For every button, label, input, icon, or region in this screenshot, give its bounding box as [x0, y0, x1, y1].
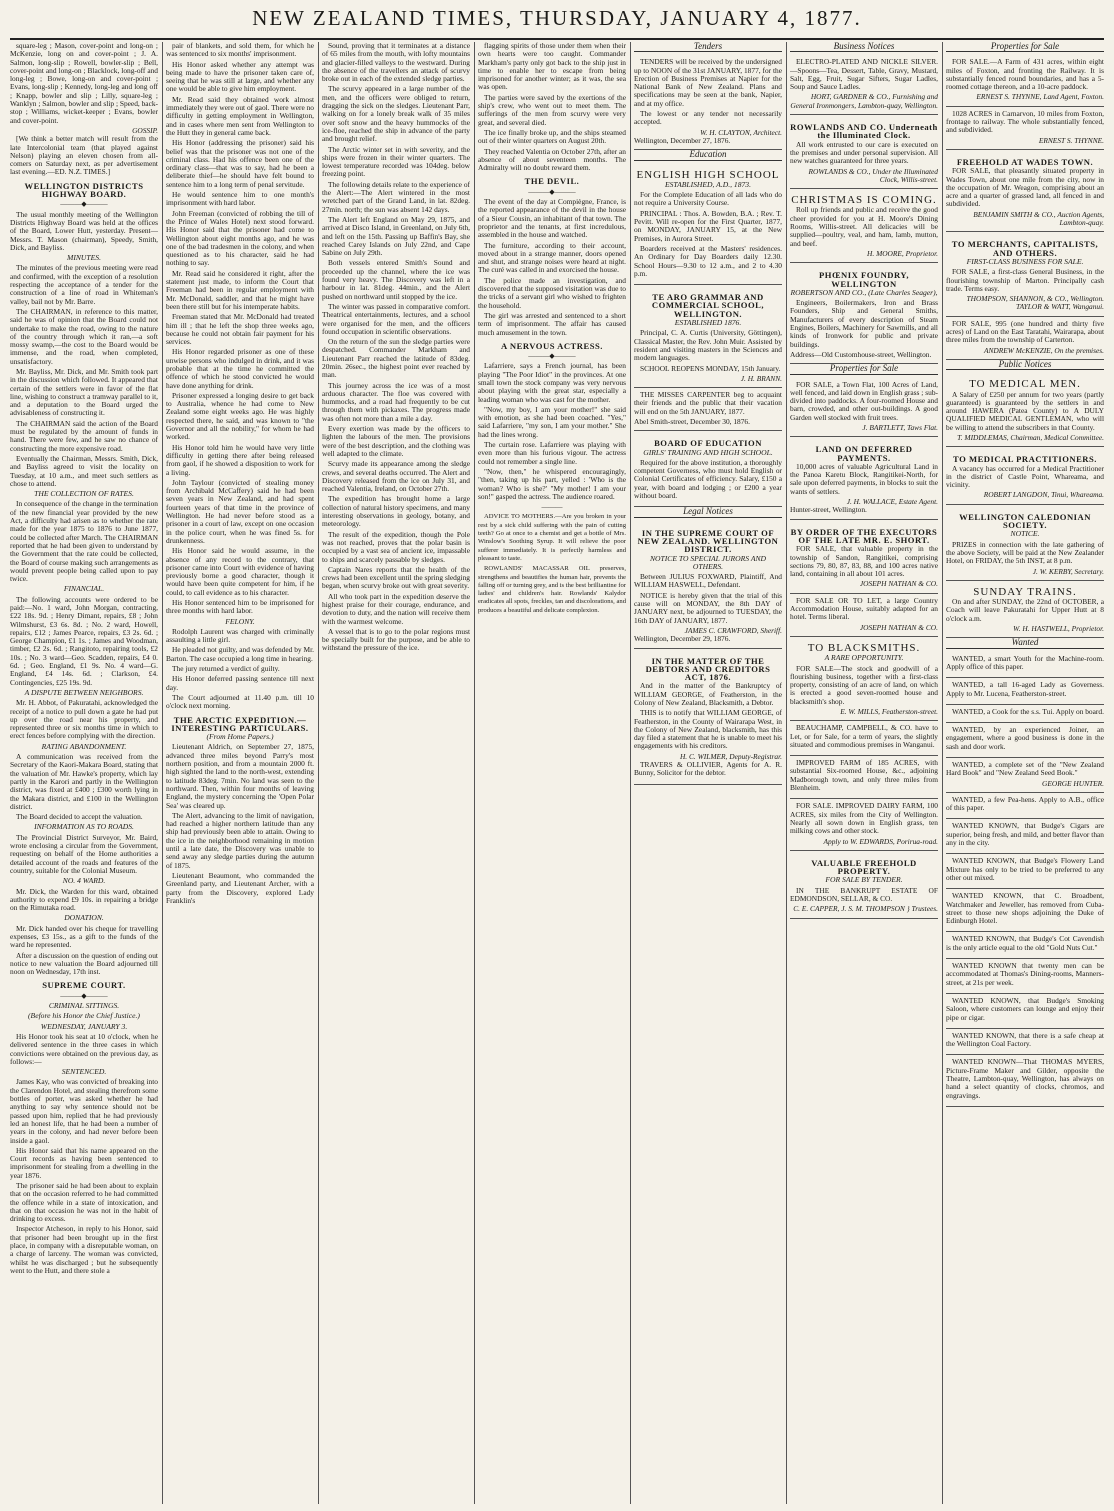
advertisement — [946, 1029, 1104, 1056]
article-text: The prisoner said he had been about to explain that on the occasion referred to he had committed the offence while in a state of intoxication, and that on that occasion he was not in the habit of drinking to excess. — [10, 1181, 158, 1224]
article-text: The Alert, advancing to the limit of navigation, had reached a higher northern latitude than any ship had previously been able to attain. Owing to the ice in the neighborhood remaining in motion until a late date, the Discovery was unable to send away any sledge parties during the autumn of 1875. — [166, 810, 314, 870]
article-text: The scurvy appeared in a large number of the men, and the officers were obliged to return, dragging the sick on the sledges. Lieutenant Parr, walking on for a lonely break walk of 35 miles over soft snow and the heavy hummocks of the ice-floe, reached the ship in advance of the party and brought relief. — [322, 84, 470, 144]
ad-signature: J. W. KERBY, Secretary. — [1032, 566, 1104, 576]
ad-text: NOTICE is hereby given that the trial of this cause will on MONDAY, the 8th DAY of JANUARY next, be adjourned to TUESDAY, the 16th DAY of JANUARY, 1877. — [634, 590, 782, 625]
ad-text: WANTED, a complete set of the "New Zealand Hard Book" and "New Zealand Seed Book." — [946, 760, 1104, 778]
article-text: The curtain rose. Lafarriere was playing with even more than his furious vigour. The actress could not remember a single line. — [478, 440, 626, 466]
advertisement — [790, 520, 938, 594]
ad-title: SUNDAY TRAINS. — [973, 585, 1077, 598]
article-text: Mr. Read said he considered it right, after the statement just made, to inform the Court that Freeman had been in regular employment with Mr. McDonald, saddler, and that he might have been there still but for his intemperate habits. — [166, 268, 314, 311]
article-text: Prisoner expressed a longing desire to get back to Australia, whence he had come to New Zealand some eight weeks ago. He was highly respected there, he said, and was known to "the Governor and all the nobility," for whom he had worked. — [166, 390, 314, 442]
ad-text: A vacancy has occurred for a Medical Practitioner in the district of Castle Point, Whareama, and vicinity. — [946, 463, 1104, 490]
ad-text: The lowest or any tender not necessarily accepted. — [634, 109, 782, 127]
advertisement — [946, 889, 1104, 932]
advertisement — [790, 637, 938, 721]
article-text: The winter was passed in comparative comfort. Theatrical entertainments, lectures, and a school were organised for the men, and the officers found occupation in scientific observations. — [322, 301, 470, 336]
column-rule — [630, 42, 631, 1504]
article-text: Rodolph Laurent was charged with criminally assaulting a little girl. — [166, 626, 314, 645]
advertisement — [634, 55, 782, 150]
advertisement — [946, 678, 1104, 705]
advertisement — [946, 317, 1104, 360]
ad-title: IN THE MATTER OF THE DEBTORS AND CREDITORS ACT, 1876. — [645, 655, 771, 683]
article-text: This journey across the ice was of a most arduous character. The floe was covered with hummocks, and a road had frequently to be cut through them with pickaxes. The progress made was often not more than a mile a day. — [322, 380, 470, 423]
advertisement — [946, 150, 1104, 232]
masthead-rule — [10, 38, 1104, 40]
ad-text: For the Complete Education of all lads who do not require a University Course. — [634, 190, 782, 208]
article-text: Freeman stated that Mr. McDonald had treated him ill ; that he left the shop three weeks ago, because he could not obtain fair payment for his services. — [166, 312, 314, 347]
section-header: Properties for Sale — [790, 364, 938, 374]
article-text: Mr. H. Abbot, of Pakuratahi, acknowledged the receipt of a notice to pull down a gate he had put up over the road near his property, and represented three or six months time in which to erect fences before complying with the direction. — [10, 698, 158, 741]
ad-text: FOR SALE.—A Farm of 431 acres, within eight miles of Foxton, and fronting the Railway. It is substantially fenced round boundaries, and has a 5-roomed cottage thereon, and a 10-acre paddock. — [946, 57, 1104, 92]
ad-text: IN THE BANKRUPT ESTATE OF EDMONDSON, SELLAR, & CO. — [790, 885, 938, 904]
advertisement — [946, 723, 1104, 758]
article-text: Every exertion was made by the officers to lighten the labours of the men. The provisions were of the best description, and the clothing was well adapted to the climate. — [322, 424, 470, 458]
advertisement — [946, 959, 1104, 994]
ad-date: Hunter-street, Wellington. — [790, 505, 867, 515]
headline: A NERVOUS ACTRESS. — [501, 340, 603, 351]
article-text: Mr. Bayliss, Mr. Dick, and Mr. Smith took part in the discussion which followed. It appeared that certain of the settlers were in favor of the flat line, wishing to construct a tramway parallel to it, and a deputation to the Board urged the advisableness of constructing it. — [10, 366, 158, 418]
article-text: The girl was arrested and sentenced to a short term of imprisonment. The affair has caused much amusement in the town. — [478, 310, 626, 337]
ad-date: Wellington, December 29, 1876. — [634, 634, 731, 644]
ad-title: TO MEDICAL MEN. — [969, 378, 1081, 391]
section-header: Public Notices — [946, 360, 1104, 370]
article-text: Sound, proving that it terminates at a distance of 65 miles from the mouth, with lofty mountains and glacier-filled valleys to the westward. During the absence of the travellers an attack of scurvy broke out in each of the extended sledge parties. — [322, 42, 470, 84]
ad-title: FREEHOLD AT WADES TOWN. — [956, 156, 1094, 167]
advertisement — [790, 55, 938, 115]
ad-signature: ANDREW McKENZIE, On the premises. — [983, 345, 1104, 355]
ad-text: BEAUCHAMP, CAMPBELL, & CO. have to Let, or for Sale, for a term of years, the slightly situated and commodious premises in Wanganui. — [790, 723, 938, 749]
article-text: The Board decided to accept the valuation. — [16, 812, 143, 822]
column-rule — [942, 42, 943, 1504]
article-text: His Honor took his seat at 10 o'clock, when he delivered sentence in the three cases in which convictions were obtained on the previous day, as follows:— — [10, 1031, 158, 1066]
ad-title: PHŒNIX FOUNDRY, WELLINGTON — [819, 270, 909, 289]
ornament-rule: ———◆——— — [528, 187, 576, 196]
advertisement — [946, 758, 1104, 793]
column-rule — [474, 42, 475, 1504]
headline: THE DEVIL. — [524, 176, 580, 187]
advertisement — [634, 649, 782, 785]
ad-text: WANTED, a tall 16-aged Lady as Governess. Apply to Mr. Lucena, Featherston-street. — [946, 680, 1104, 698]
subhead: WEDNESDAY, JANUARY 3. — [40, 1021, 128, 1031]
ad-signature: JAMES C. CRAWFORD, Sheriff. — [684, 625, 782, 635]
article-text: He would sentence him to one month's imprisonment with hard labor. — [166, 190, 314, 208]
ad-signature: J. H. BRANN. — [740, 373, 782, 383]
article-text: The CHAIRMAN, in reference to this matter, said he was of opinion that the Board could not undertake to make the road, owing to the nature of the country through which it ran,—a soft mossy swamp,—the cost to the Board would be immense, and the road, when completed, unsatisfactory. — [10, 306, 158, 366]
subhead: DONATION. — [64, 913, 104, 923]
advertisement — [946, 447, 1104, 504]
ad-date: Wellington, December 27, 1876. — [634, 135, 731, 145]
ad-signature: C. E. CAPPER, J. S. M. THOMPSON } Trustees. — [793, 904, 938, 914]
article-text: Mr. Dick, the Warden for this ward, obtained authority to expend £9 10s. in repairing a bridge on the Rimutaka road. — [10, 886, 158, 913]
article-text: The Provincial District Surveyor, Mr. Baird, wrote enclosing a circular from the Government, requesting on behalf of the Home authorities a detailed account of the roads and features of the country, suitable for the Colonial Museum. — [10, 832, 158, 875]
section-header: Tenders — [634, 42, 782, 52]
ad-text: FOR SALE, that pleasantly situated property in Wades Town, about one mile from the city, now in the occupation of Mr. Weagon, comprising about an acre and a quarter of grassed land, all fenced in and subdivided. — [946, 166, 1104, 209]
article-text: On the return of the sun the sledge parties were despatched. Commander Markham and Lieutenant Parr reached the latitude of 83deg. 20min. 26sec., the highest point ever reached by man. — [322, 337, 470, 380]
ad-subtitle: FIRST-CLASS BUSINESS FOR SALE. — [966, 256, 1084, 266]
masthead: NEW ZEALAND TIMES, THURSDAY, JANUARY 4, 1877. — [252, 6, 862, 30]
ad-signature: BENJAMIN SMITH & CO., Auction Agents, Lambton-quay. — [973, 209, 1104, 228]
advertisement — [946, 652, 1104, 679]
advertisement — [790, 378, 938, 438]
column-rule — [162, 42, 163, 1504]
ad-signature: T. MIDDLEMAS, Chairman, Medical Committee. — [957, 432, 1104, 442]
ad-signature: E. W. MILLS, Featherston-street. — [840, 707, 938, 716]
editor-note: [We think a better match will result from the late Intercolonial team (that played against Nelson) playing an eleven chosen from all-comers on Saturday next, as per advertisement last evening.—ED. N.Z. TIMES.] — [10, 134, 158, 177]
ad-signature: JOSEPH NATHAN & CO. — [859, 579, 938, 589]
advertisement: ADVICE TO MOTHERS.—Are you broken in your rest by a sick child suffering with the pain of cutting teeth? Go at once to a chemist and get a bottle of Mrs. Winslow's Soothing Syrup. It will relieve the poor sufferer immediately. It is perfectly harmless and pleasant to taste. — [478, 513, 626, 562]
ad-title: LAND ON DEFERRED PAYMENTS. — [815, 444, 913, 463]
subhead: FINANCIAL. — [63, 584, 105, 594]
ad-title: ENGLISH HIGH SCHOOL — [636, 168, 780, 181]
article-text: Inspector Atcheson, in reply to his Honor, said that prisoner had been brought up in the first place, in company with a disreputable woman, on a charge of larceny. The woman was convicted, whilst he was discharged ; but he subsequently went to the Hutt, and there stole a — [10, 1224, 158, 1275]
article-text: Both vessels entered Smith's Sound and proceeded up the channel, where the ice was found very heavy. The Discovery was left in a harbour in lat. 81deg. 44min., and the Alert pushed on northward until stopped by the ice. — [322, 258, 470, 301]
ad-text: On and after SUNDAY, the 22nd of OCTOBER, a Coach will leave Pakuratahi for Upper Hutt at 8 o'clock a.m. — [946, 597, 1104, 623]
section-header: Properties for Sale — [946, 42, 1104, 52]
advertisement — [946, 1055, 1104, 1106]
ad-text: Between JULIUS FOXWARD, Plaintiff, And WILLIAM HASWELL, Defendant. — [634, 572, 782, 590]
column-2 — [166, 42, 314, 1504]
article-text: His Honor sentenced him to be imprisoned for three months with hard labor. — [166, 598, 314, 616]
advertisement — [946, 232, 1104, 316]
advertisement — [946, 505, 1104, 581]
advertisement — [790, 263, 938, 364]
ad-text: IMPROVED FARM of 185 ACRES, with substantial Six-roomed House, &c., adjoining Madborough town, and only three miles from Blenheim. — [790, 758, 938, 793]
article-text: The Arctic winter set in with severity, and the ships were frozen in their winter quarters. The lowest temperature recorded was 104deg. below freezing point. — [322, 144, 470, 179]
column-4 — [478, 42, 626, 1504]
ad-signature: ROBERT LANGDON, Tinui, Whareama. — [983, 490, 1104, 500]
subhead: (From Home Papers.) — [206, 732, 274, 742]
ad-text: A Salary of £250 per annum for two years (partly guaranteed) is guaranteed by the settlers in and around HAWERA (Patea County) to A DULY QUALIFIED MEDICAL GENTLEMAN, who will be willing to attend the subscribers in that County. — [946, 389, 1104, 432]
ad-title: TE ARO GRAMMAR AND COMMERCIAL SCHOOL, WELLINGTON. — [651, 292, 765, 319]
ad-signature: Apply to W. EDWARDS, Porirua-road. — [823, 836, 938, 846]
article-text: flagging spirits of those under them when their own hearts were too caught. Commander Markham's party only got back to the ship just in time to enable her to escape from being imprisoned for another winter; as it was, the sea was open. — [478, 42, 626, 92]
article-text: After a discussion on the question of ending out notice to new valuation the Board adjourned till noon on Wednesday, 17th inst. — [10, 950, 158, 977]
article-text: square-leg ; Mason, cover-point and long-on ; McKenzie, long on and cover-point ; J. A. Salmon, long-slip ; Rowell, bowler-slip ; Bell, cover-point and long-on ; Blacklock, long-off and long-leg ; Bowe, long-on and cover-point ; Evans, long-slip ; Kennedy, long-leg and long off ; Knapp, bowler and slip ; Lilly, square-leg ; Wanklyn ; Salmon, bowler and slip ; Speed, back-stop ; Williams, wicket-keeper ; Evans, bowler and cover-point. — [10, 42, 158, 125]
ad-subtitle: ESTABLISHED 1876. — [674, 318, 742, 328]
article-text: The Court adjourned at 11.40 p.m. till 10 o'clock next morning. — [166, 692, 314, 711]
ornament-rule: ———◆——— — [528, 352, 576, 361]
ad-text: WANTED KNOWN, that there is a safe cheap at the Wellington Coal Factory. — [946, 1030, 1104, 1049]
ad-text: WANTED KNOWN, that Budge's Cigars are superior, being fresh, and mild, and better flavor than any in the city. — [946, 821, 1104, 848]
article-text: The ice finally broke up, and the ships steamed out of their winter quarters on August 20th. — [478, 127, 626, 146]
advertisement — [634, 388, 782, 431]
ad-title: CHRISTMAS IS COMING. — [791, 194, 937, 207]
ad-signature: J. H. WALLACE, Estate Agent. — [846, 497, 938, 507]
ad-signature: J. BARTLETT, Taws Flat. — [862, 422, 938, 432]
section-header: Wanted — [946, 638, 1104, 648]
article-text: The jury returned a verdict of guilty. — [172, 664, 280, 674]
ad-text: Roll up friends and public and receive the good cheer provided for you at H. Moore's Dining Rooms, Willis-street. All delicacies will be supplied—poultry, veal, and ham, lamb, mutton, and beef. — [790, 205, 938, 248]
article-text: James Kay, who was convicted of breaking into the Clarendon Hotel, and stealing therefrom some bottles of porter, was asked whether he had anything to say why sentence should not be passed upon him, replied that he had previously led an honest life, that he had been a number of years in the colony, and had never before been inside a gaol. — [10, 1077, 158, 1145]
ad-subtitle: GIRLS' TRAINING AND HIGH SCHOOL. — [643, 447, 773, 457]
advertisement — [790, 189, 938, 263]
article-text: His Honor (addressing the prisoner) said his belief was that the prisoner was not one of the criminal class. Had his offence been one of the ordinary class—that was to say, had he been a deliberate thief—he should have felt bound to sentence him to a long term of penal servitude. — [166, 138, 314, 189]
subhead: SENTENCED. — [61, 1067, 107, 1077]
ad-text: WANTED KNOWN, that Budge's Smoking Saloon, where customers can lounge and enjoy their pipe or cigar. — [946, 995, 1104, 1022]
ad-text: FOR SALE, a Town Flat, 100 Acres of Land, well fenced, and laid down in English grass ; sub-divided into paddocks. A four-roomed House and barn, crowded, and other out-buildings. A good Garden well stocked with fruit trees. — [790, 379, 938, 422]
ad-signature: W. H. HASTWELL, Proprietor. — [1013, 624, 1104, 634]
advertisement — [946, 819, 1104, 854]
ad-text: FOR SALE OR TO LET, a large Country Accommodation House, suitably adapted for an hotel. Terms liberal. — [790, 595, 938, 622]
column-rule — [786, 42, 787, 1504]
ad-title: BY ORDER OF THE EXECUTORS OF THE LATE MR. E. SHORT. — [790, 526, 938, 545]
article-text: Mr. Read said they obtained work almost immediately they were out of gaol. There were no difficulty in getting employment in Wellington, and in cases where men sent from Wellington to the Hutt they in general came back. — [166, 94, 314, 137]
article-text: pair of blankets, and sold them, for which he was sentenced to six months' imprisonment. — [166, 42, 314, 59]
article-text: The parties were saved by the exertions of the ship's crew, who went out to meet them. The sufferings of the men from scurvy were very great, and several died. — [478, 92, 626, 127]
article-text: The Alert left England on May 29, 1875, and arrived at Disco Island, in Greenland, on July 6th, and left on the 15th. Passing up Baffin's Bay, she reached Carey Islands on July 22nd, and Cape Sabine on July 29th. — [322, 214, 470, 258]
ad-text: 1028 ACRES in Carnarvon, 10 miles from Foxton, frontage to railway. The whole substantially fenced, and subdivided. — [946, 108, 1104, 135]
ad-subtitle: FOR SALE BY TENDER. — [825, 875, 903, 885]
article-text: Eventually the Chairman, Messrs. Smith, Dick, and Bayliss agreed to visit the locality on Tuesday, at 10 a.m., and meet such settlers as chose to attend. — [10, 453, 158, 488]
article-text: His Honor said that his name appeared on the Court records as having been sentenced to imprisonment for stealing from a dwelling in the year 1876. — [10, 1145, 158, 1180]
advertisement — [790, 115, 938, 189]
advertisement — [790, 851, 938, 919]
ad-text: And in the matter of the Bankruptcy of WILLIAM GEORGE, of Featherston, in the Colony of New Zealand, Blacksmith, a Debtor. — [634, 681, 782, 707]
article-text: His Honor regarded prisoner as one of these unwise persons who indulged in drink, and it was probable that at the time he committed the offence of which he stood convicted he would have done anything for drink. — [166, 347, 314, 390]
column-6 — [790, 42, 938, 1504]
advertisement — [946, 932, 1104, 959]
ad-title: VALUABLE FREEHOLD PROPERTY. — [811, 857, 917, 877]
section-header: Legal Notices — [634, 507, 782, 517]
ad-text: TENDERS will be received by the undersigned up to NOON of the 31st JANUARY, 1877, for the Erection of Business Premises at Napier for the National Bank of New Zealand. Plans and specifications may be seen at the bank, Napier, and at my office. — [634, 57, 782, 108]
section-header: Education — [634, 150, 782, 160]
article-text: Scurvy made its appearance among the sledge crews, and several deaths occurred. The Alert and Discovery released from the ice on July 31, and reached Valentia, Ireland, on October 27th. — [322, 459, 470, 494]
article-text: The result of the expedition, though the Pole was not reached, proves that the polar basin is occupied by a vast sea of ancient ice, impassable to ships and scarcely passable by sledges. — [322, 529, 470, 564]
article-text: The following accounts were ordered to be paid:—No. 1 ward, John Morgan, contracting, £22 18s. 9d. ; Henry Dimant, repairs, £8 ; John Wilmshurst, £3 6s. 8d. ; No. 2 ward, Howell, repairs, £12 ; James Pearce, repairs, £3 2s. 6d. ; George Champion, £1 1s. ; James and Woodman, timber, £2 2s. 6d. ; Rangitoto, repairing tools, £2 10s. ; No. 3 ward—Geo. Scadden, repairs, £4 0. 6d. ; Geo. England, £1 9s. No. 4 ward—G. England, £4 14s. 6d. ; Clarkson, £4. Contingencies, £25 19s. 9d. — [10, 594, 158, 687]
ad-text: FOR SALE, a first-class General Business, in the flourishing township of Marton. Principally cash trade. Terms easy. — [946, 267, 1104, 293]
article-text: Captain Nares reports that the health of the crews had been excellent until the spring sledging began, when scurvy broke out with great severity. — [322, 564, 470, 591]
ad-signature: H. MOORE, Proprietor. — [867, 248, 938, 258]
headline: THE ARCTIC EXPEDITION.—INTERESTING PARTICULARS. — [171, 714, 309, 733]
article-text: The minutes of the previous meeting were read and confirmed, with the exception of a resolution respecting the acceptance of a tender for the construction of a line of road in Whiteman's valley, bail not by Mr. Barre. — [10, 263, 158, 306]
subhead: MINUTES. — [67, 253, 101, 263]
ad-text: ELECTRO-PLATED AND NICKLE SILVER.—Spoons—Tea, Dessert, Table, Gravy, Mustard, Salt, Egg, Fruit, Sugar Sifters, Sugar Ladles, Soup and Sauce Ladles. — [790, 57, 938, 92]
article-text: Mr. Dick handed over his cheque for travelling expenses, £3 15s., as a gift to the funds of the ward he represented. — [10, 923, 158, 950]
ad-subtitle: NOTICE. — [1010, 529, 1040, 539]
ad-signature: JOSEPH NATHAN & CO. — [859, 622, 938, 632]
article-text: The expedition has brought home a large collection of natural history specimens, and many interesting observations in geology, botany, and meteorology. — [322, 494, 470, 529]
article-text: The furniture, according to their account, moved about in a strange manner, doors opened and shut, and strange noises were heard at night. The curé was called in and exorcised the house. — [478, 240, 626, 275]
ad-text: TRAVERS & OLLIVIER, Agents for A. R. Bunny, Solicitor for the debtor. — [634, 760, 782, 778]
column-1 — [10, 42, 158, 1504]
ad-signature: ERNEST S. THYNNE. — [1038, 135, 1104, 145]
article-text: His Honor deferred passing sentence till next day. — [166, 674, 314, 692]
subhead: RATING ABANDONMENT. — [41, 741, 127, 751]
ad-text: WANTED KNOWN, that C. Broadbent, Watchmaker and Jeweller, has removed from Cuba-street to those new shops adjoining the Duke of Edinburgh Hotel. — [946, 891, 1104, 926]
advertisement — [790, 721, 938, 756]
column-7 — [946, 42, 1104, 1504]
subhead: FELONY. — [225, 616, 255, 626]
column-rule — [318, 42, 319, 1504]
ad-text: Principal, C. A. Curtis (University, Göttingen), Classical Master, the Rev. John Muir. Assisted by resident and visiting masters in the Sciences and modern languages. — [634, 328, 782, 363]
ad-title: TO MEDICAL PRACTITIONERS. — [953, 454, 1097, 465]
advertisement — [946, 994, 1104, 1029]
article-text: "Now, my boy, I am your mother!" she said with emotion, as she had been coached. "Yes," said Lafarriere, "my son, I am your mother." She had the lines wrong. — [478, 404, 626, 439]
article-text: John Taylour (convicted of stealing money from Archibald McCaffery) said he had been seven years in New Zealand, and had spent fourteen years of that time in the province of Wellington. He had never before stood as a prisoner in a court of law, except on one occasion in the police court, when he was fined 5s. for drunkenness. — [166, 477, 314, 545]
article-text: John Freeman (convicted of robbing the till of the Prince of Wales Hotel) next stood forward. His Honor said that the prisoner had come to Wellington about eight months ago, and he was one of the bad tradesmen in the colony, and when questioned as to his character, said he had nothing to say. — [166, 208, 314, 268]
ad-subtitle: ESTABLISHED, A.D., 1873. — [665, 179, 751, 189]
article-text: His Honor asked whether any attempt was being made to have the prisoner taken care of, seeing that he was still at large, and whether any one would be able to give him employment. — [166, 59, 314, 94]
ornament-rule: ——— — [541, 503, 563, 512]
article-text: Lafarriere, says a French journal, has been playing "The Poor Idiot" in the provinces. At one small town the stock company was very nervous about playing with the great star, especially a leading woman who was cast for the mother. — [478, 361, 626, 404]
article-text: He pleaded not guilty, and was defended by Mr. Barton. The case occupied a long time in hearing. — [166, 645, 314, 663]
advertisement — [790, 756, 938, 799]
ad-text: FOR SALE. IMPROVED DAIRY FARM, 100 ACRES, six miles from the City of Wellington. Nearly all sown down in English grass, ten milking cows and other stock. — [790, 801, 938, 836]
ornament-rule: ———◆——— — [60, 200, 108, 209]
subhead: CRIMINAL SITTINGS. — [48, 1001, 120, 1011]
advertisement — [790, 799, 938, 850]
ad-text: Boarders received at the Masters' residences. An Ordinary for Day Boarders daily 12.30. School Hours—9.30 to 12 a.m., and 2 to 4.30 p.m. — [634, 243, 782, 278]
article-text: The usual monthly meeting of the Wellington Districts Highway Board was held at the offices of the Board, Lower Hutt, yesterday. Present—Messrs. T. Mason (chairman), Speedy, Smith, Dick, and Bayliss. — [10, 209, 158, 252]
subhead: INFORMATION AS TO ROADS. — [34, 822, 134, 832]
ad-text: FOR SALE, that valuable property in the township of Sandon, Rangitikei, comprising sections 79, 80, 87, 83, 88, and 100 acres native land, containing in all about 101 acres. — [790, 544, 938, 579]
ad-text: WANTED, a Cook for the s.s. Tui. Apply on board. — [952, 706, 1104, 716]
ad-subtitle: NOTICE TO SPECIAL JURORS AND OTHERS. — [649, 553, 767, 571]
article-text: The following details relate to the experience of the Alert:—The Alert wintered in the most wretched part of the Grand Land, in lat. 82deg. 27min. north; the sun was absent 142 days. — [322, 179, 470, 214]
ad-text: FOR SALE, 995 (one hundred and thirty five acres) of Land on the East Taratahi, Wairarapa, about three miles from the township of Carterton. — [946, 318, 1104, 345]
ad-title: WELLINGTON CALEDONIAN SOCIETY. — [959, 511, 1091, 531]
ad-text: SCHOOL REOPENS MONDAY, 15th January. — [640, 363, 781, 373]
ad-title: TO BLACKSMITHS. — [807, 641, 921, 654]
advertisement — [634, 431, 782, 507]
column-3 — [322, 42, 470, 1504]
ad-text: WANTED, a few Pea-hens. Apply to A.B., office of this paper. — [946, 794, 1104, 813]
ad-signature: ERNEST S. THYNNE, Land Agent, Foxton. — [976, 92, 1104, 102]
ad-subtitle: ROBERTSON AND CO., (Late Charles Seager), — [790, 287, 938, 297]
headline: SUPREME COURT. — [42, 980, 126, 991]
ad-title: TO MERCHANTS, CAPITALISTS, AND OTHERS. — [951, 239, 1099, 258]
ad-text: All work entrusted to our care is executed on the premises and under personal supervision. All new watches guaranteed for three years. — [790, 139, 938, 166]
ad-signature: Address—Old Customhouse-street, Wellington. — [790, 349, 932, 359]
headline: WELLINGTON DISTRICTS HIGHWAY BOARD. — [24, 180, 144, 200]
ad-signature: H. C. WILMER, Deputy-Registrar. — [679, 751, 782, 761]
ad-text: THE MISSES CARPENTER beg to acquaint their friends and the public that their vacation will end on the 5th JANUARY, 1877. — [634, 390, 782, 416]
advertisement — [946, 854, 1104, 889]
advertisement: ROWLANDS' MACASSAR OIL preserves, strengthens and beautifies the human hair, prevents the falling off or turning grey, and is the best brilliantine for ladies' and children's hair. Rowlands' Kalydor eradicates all spots, freckles, tan and discolorations, and produces a beautiful and delicate complexion. — [478, 565, 626, 614]
ad-text: THIS is to notify that WILLIAM GEORGE, of Featherston, in the County of Wairarapa West, in the Colony of New Zealand, blacksmith, has this day filed a statement that he is unable to meet his engagements with his creditors. — [634, 708, 782, 751]
advertisement — [634, 164, 782, 286]
ad-signature: ROWLANDS & CO., Under the Illuminated Clock, Willis-street. — [808, 166, 938, 184]
article-text: The CHAIRMAN said the action of the Board must be regulated by the amount of funds in hand. There were few, and he saw no chance of constructing the more expensive road. — [10, 418, 158, 453]
article-text: "Now, then," he whispered encouragingly, "then, taking up his part, yelled : 'Who is the woman? Who is she?' "My mother! I am your son!" gasped the actress. The audience roared. — [478, 466, 626, 501]
subhead: NO. 4 WARD. — [62, 876, 106, 886]
advertisement — [946, 55, 1104, 106]
ad-text: WANTED, by an experienced Joiner, an engagement, where a good business is done in the sash and door work. — [946, 725, 1104, 751]
ad-signature: THOMPSON, SHANNON, & CO., Wellington. TAYLOR & WATT, Wanganui. — [966, 294, 1104, 312]
advertisement — [634, 285, 782, 388]
ad-text: 10,000 acres of valuable Agricultural Land in the Panoa Karetu Block, Rangitikei-North, for sale upon deferred payments, in blocks to suit the wants of settlers. — [790, 461, 938, 496]
advertisement — [790, 437, 938, 519]
ad-text: Required for the above institution, a thoroughly competent Governess, who must hold English or Colonial Certificates of efficiency. Salary, £150 a year, with board and lodging ; or £200 a year without board. — [634, 457, 782, 501]
ad-text: FOR SALE—The stock and goodwill of a flourishing business, together with a first-class property, consisting of an acre of land, on which is erected a good seven-roomed house and blacksmith's shop. — [790, 663, 938, 706]
ad-date: Abel Smith-street, December 30, 1876. — [634, 416, 750, 426]
advertisement — [946, 373, 1104, 447]
advertisement — [946, 107, 1104, 150]
ad-subtitle: A RARE OPPORTUNITY. — [824, 653, 904, 663]
advertisement — [634, 521, 782, 649]
ad-text: WANTED KNOWN—That THOMAS MYERS, Picture-Frame Maker and Gilder, opposite the Theatre, Lambton-quay, Wellington, has always on hand a select quantity of clocks, chromos, and engravings. — [946, 1057, 1104, 1100]
advertisement — [946, 793, 1104, 820]
advertisement — [790, 594, 938, 637]
ad-signature: GEORGE HUNTER. — [1042, 778, 1104, 788]
article-text: His Honor said he would assume, in the absence of any record to the contrary, that prisoner came into Court with evidence of having previously borne a good character, though it would have been quite competent for him, if he could, to call evidence as to his character. — [166, 546, 314, 597]
ad-title: ROWLANDS AND CO. Underneath the Illuminated Clock. — [790, 122, 938, 141]
article-text: A vessel that is to go to the polar regions must be specially built for the purpose, and be able to withstand the pressure of the ice. — [322, 626, 470, 653]
article-text: In consequence of the change in the termination of the new financial year provided by the new Act, a difficulty had arisen as to whether the rate made for the year 1875 to 1876 to June 1877, could be collected after March. The CHAIRMAN reported that he had been given to understand by the Government that the rate could be collected, the Board of course making such arrangements as would prevent people being called upon to pay twice. — [10, 499, 158, 584]
article-text: They reached Valentia on October 27th, after an absence of about seventeen months. The Admiralty will no doubt reward them. — [478, 146, 626, 173]
section-header: Business Notices — [790, 42, 938, 52]
column-5 — [634, 42, 782, 1504]
ad-text: PRIZES in connection with the late gathering of the above Society, will be paid at the New Zealander Hotel, on FRIDAY, the 5th INST, at 8 p.m. — [946, 539, 1104, 566]
ad-text: WANTED KNOWN, that Budge's Flowery Land Mixture has only to be tried to be preferred to any other out mixed. — [946, 856, 1104, 882]
article-text: Lieutenant Aldrich, on September 27, 1875, advanced three miles beyond Parry's most northern position, and from a mountain 2000 ft. high sighted the land to the north-west, extending to latitude 83deg. 7min. No land was seen to the northward. Then, within four months of leaving England, the mystery concerning the 'Open Polar Sea' was cleared up. — [166, 742, 314, 810]
ad-signature: HORT, GARDNER & CO., Furnishing and General Ironmongers, Lambton-quay, Wellington. — [790, 92, 938, 110]
ad-text: WANTED KNOWN that twenty men can be accommodated at Thomas's Dining-rooms, Manners-street, at 21s per week. — [946, 961, 1104, 987]
article-text: The police made an investigation, and discovered that the supposed visitation was due to the tricks of a servant girl who wished to frighten the household. — [478, 275, 626, 310]
article-text: Lieutenant Beaumont, who commanded the Greenland party, and Lieutenant Archer, with a party from the Discovery, explored Lady Franklin's — [166, 870, 314, 905]
ornament-rule: ———◆——— — [60, 991, 108, 1000]
ad-text: PRINCIPAL : Thos. A. Bowden, B.A. ; Rev. T. Pevitt. Will re-open for the First Quarter, 1877, on MONDAY, JANUARY 15, at the New Premises, in Aurora Street. — [634, 208, 782, 243]
ad-text: WANTED KNOWN, that Budge's Cot Cavendish is the only article equal to the old "Gold Nuts Cut." — [946, 934, 1104, 952]
advertisement — [946, 705, 1104, 723]
article-text: The event of the day at Compiègne, France, is the reported appearance of the devil in the house of a Sieur Cousin, an inhabitant of that town. The proprietor and the tenants, at first incredulous, assembled in the house and watched. — [478, 197, 626, 240]
ad-text: WANTED, a smart Youth for the Machine-room. Apply office of this paper. — [946, 653, 1104, 671]
ad-signature: W. H. CLAYTON, Architect. — [700, 127, 782, 137]
subhead: (Before his Honor the Chief Justice.) — [28, 1011, 140, 1021]
signoff: GOSSIP. — [132, 125, 158, 135]
article-text: A communication was received from the Secretary of the Kaori-Makara Board, stating that the valuation of Mr. Hawke's property, which lay partly in the Karori and partly in the Wellington district, was fixed at £400 ; £300 worth lying in the Makara district, and £100 in the Wellington district. — [10, 752, 158, 811]
ad-text: Engineers, Boilermakers, Iron and Brass Founders, Ship and General Smiths, Manufacturers of every description of Steam Engines, Boilers, Machinery for Sawmills, and all kinds of Ironwork for public and private buildings. — [790, 298, 938, 349]
ad-title: BOARD OF EDUCATION — [654, 438, 762, 449]
article-text: All who took part in the expedition deserve the highest praise for their courage, endurance, and devotion to duty, and the nation will receive them with the warmest welcome. — [322, 591, 470, 626]
advertisement — [946, 581, 1104, 638]
subhead: THE COLLECTION OF RATES. — [34, 489, 134, 499]
article-text: His Honor told him he would have very little difficulty in getting there after being released from gaol, if he showed a disposition to work for a living. — [166, 442, 314, 477]
ad-title: IN THE SUPREME COURT OF NEW ZEALAND. WELLINGTON DISTRICT. — [637, 527, 779, 555]
subhead: A DISPUTE BETWEEN NEIGHBORS. — [24, 687, 144, 697]
